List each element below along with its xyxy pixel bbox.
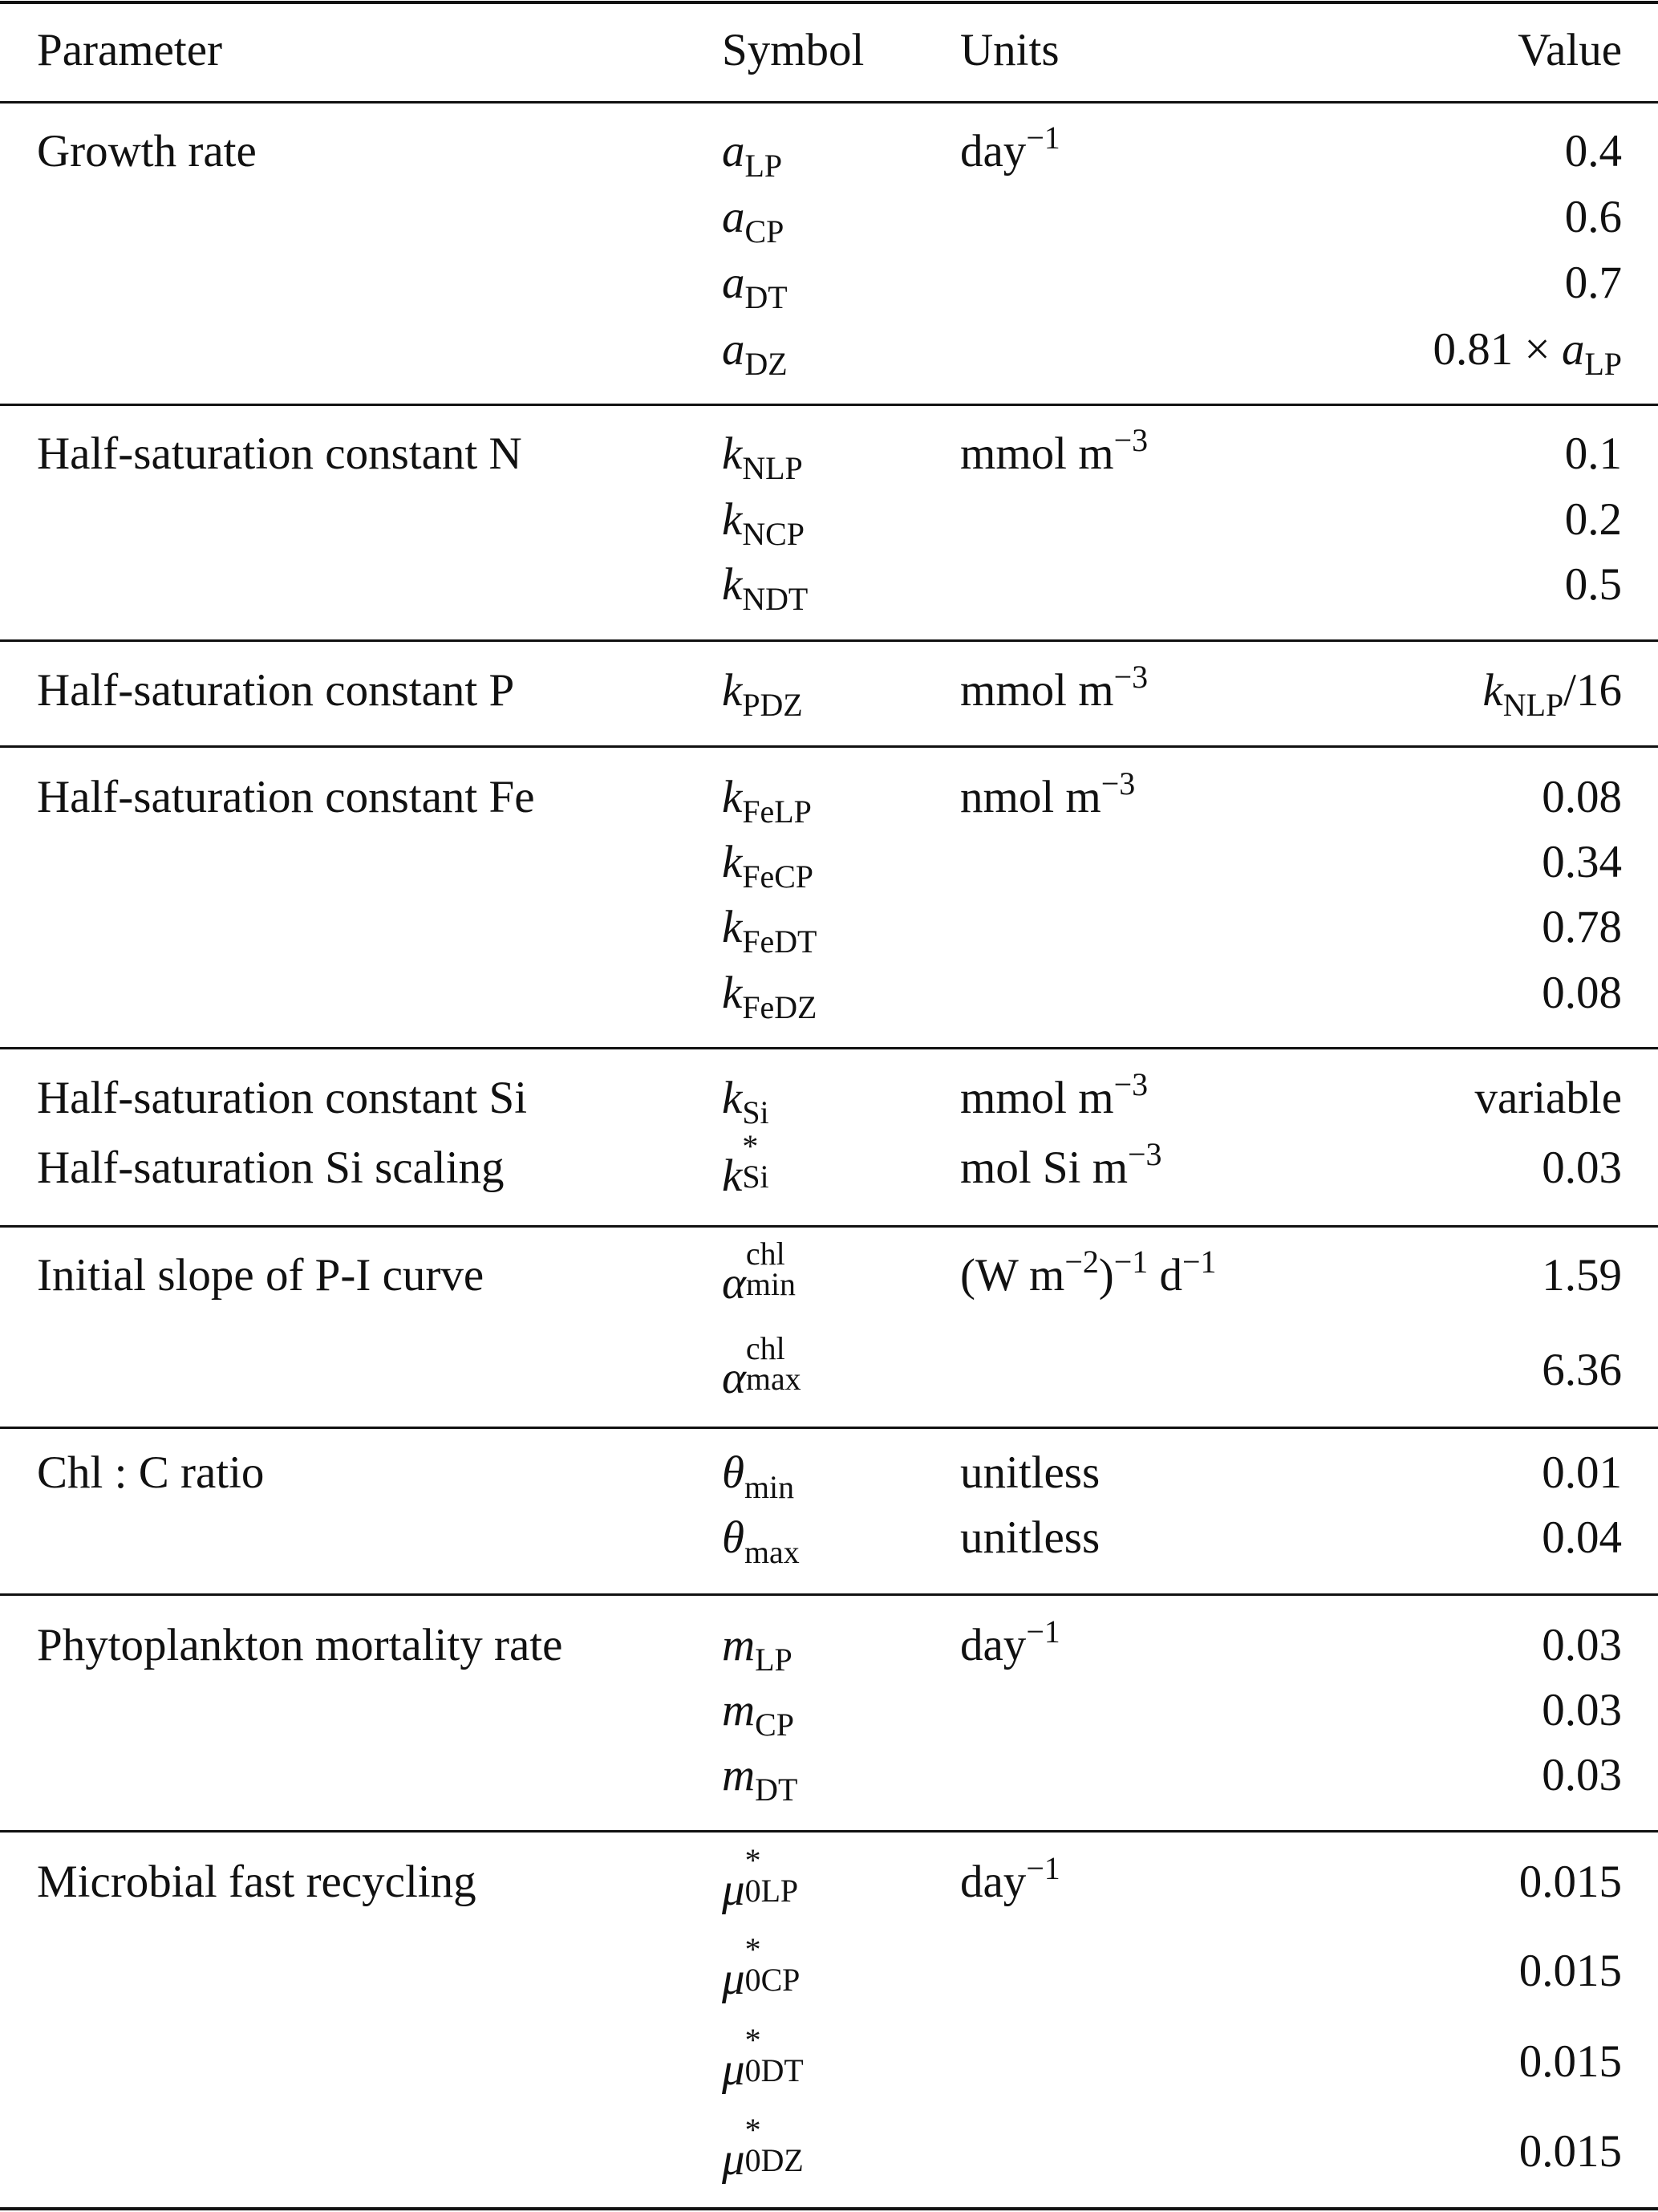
value: 0.015 [1518,1857,1622,1907]
symbol: k * Si [722,1128,769,1201]
symbol: $m_{CP}$ [722,1685,794,1743]
symbol: μ * 0DT [722,2022,804,2095]
symbol: $m_{DT}$ [722,1750,798,1808]
value: 0.03 [1542,1750,1622,1800]
header-rule [0,101,1658,103]
value: 0.015 [1518,1946,1622,1996]
symbol: α chl min [722,1236,796,1309]
value: 0.7 [1564,258,1622,308]
units: day$^{-1}$ [960,120,1060,177]
symbol: $k_{FeDZ}$ [722,968,817,1025]
parameter-label: Half-saturation constant Si [37,1073,528,1123]
value: 0.1 [1564,428,1622,479]
group-divider [0,1225,1658,1228]
symbol: $k_{Si}$ [722,1073,769,1130]
parameter-label: Chl : C ratio [37,1447,265,1498]
units: mmol $m^{-3}$ [960,659,1149,716]
value: 0.015 [1518,2036,1622,2087]
value: 6.36 [1542,1345,1622,1395]
value: 0.6 [1564,192,1622,242]
value: variable [1474,1073,1622,1123]
symbol: $k_{FeCP}$ [722,837,813,895]
symbol: $m_{LP}$ [722,1620,793,1678]
symbol: $k_{NLP}$ [722,428,803,486]
symbol: $k_{PDZ}$ [722,665,803,723]
symbol: μ * 0LP [722,1842,799,1915]
units: day$^{-1}$ [960,1850,1060,1907]
value: 0.4 [1564,126,1622,177]
symbol: $k_{NDT}$ [722,559,809,617]
value: 1.59 [1542,1250,1622,1301]
value: 0.04 [1542,1512,1622,1563]
symbol: $\theta_{min}$ [722,1447,795,1505]
value: 0.03 [1542,1620,1622,1670]
parameter-label: Initial slope of P-I curve [37,1250,484,1301]
parameter-label: Phytoplankton mortality rate [37,1620,563,1670]
group-divider [0,745,1658,748]
group-divider [0,1593,1658,1596]
symbol: $\theta_{max}$ [722,1512,800,1570]
table-top-rule [0,1,1658,4]
symbol: μ * 0CP [722,1931,801,2004]
symbol: μ * 0DZ [722,2112,804,2185]
units: nmol $m^{-3}$ [960,765,1136,822]
units: (W $m^{-2})^{-1}$ $d^{-1}$ [960,1244,1217,1301]
symbol: $a_{CP}$ [722,192,784,250]
symbol: $k_{NCP}$ [722,494,805,552]
parameter-label: Half-saturation Si scaling [37,1143,505,1193]
symbol: $a_{LP}$ [722,126,783,184]
value: 0.03 [1542,1685,1622,1735]
value: 0.78 [1542,902,1622,952]
units: mol Si $m^{-3}$ [960,1136,1162,1193]
group-divider [0,1427,1658,1429]
units: mmol $m^{-3}$ [960,1066,1149,1123]
symbol: α chl max [722,1330,801,1403]
symbol: $a_{DT}$ [722,258,788,315]
parameter-label: Microbial fast recycling [37,1857,476,1907]
header-value: Value [1518,25,1622,75]
symbol: $k_{FeLP}$ [722,772,812,830]
header-symbol: Symbol [722,25,865,75]
value: 0.5 [1564,559,1622,610]
value: 0.03 [1542,1143,1622,1193]
units: day$^{-1}$ [960,1613,1060,1670]
value: 0.01 [1542,1447,1622,1498]
parameter-label: Growth rate [37,126,257,177]
parameter-label: Half-saturation constant P [37,665,515,716]
units: unitless [960,1512,1101,1563]
group-divider [0,404,1658,406]
value: $k_{NLP}/16$ [1482,665,1622,723]
symbol: $k_{FeDT}$ [722,902,817,960]
value: 0.08 [1542,772,1622,822]
units: unitless [960,1447,1101,1498]
header-parameter: Parameter [37,25,223,75]
parameter-label: Half-saturation constant Fe [37,772,535,822]
table-bottom-rule [0,2207,1658,2210]
units: mmol $m^{-3}$ [960,422,1149,479]
value: 0.015 [1518,2126,1622,2177]
parameter-label: Half-saturation constant N [37,428,522,479]
symbol: $a_{DZ}$ [722,324,788,382]
group-divider [0,1047,1658,1049]
value: 0.2 [1564,494,1622,545]
value: 0.08 [1542,968,1622,1018]
group-divider [0,639,1658,642]
header-units: Units [960,25,1060,75]
group-divider [0,1830,1658,1833]
value: 0.34 [1542,837,1622,887]
value: $0.81 \times a_{LP}$ [1433,324,1622,382]
